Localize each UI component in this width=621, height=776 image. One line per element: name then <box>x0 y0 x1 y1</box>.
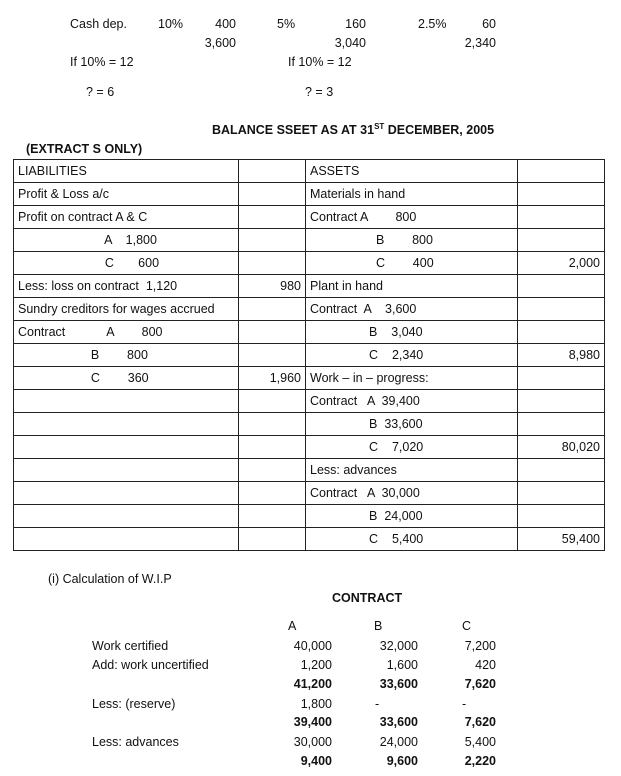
total-3: 2,340 <box>464 36 496 50</box>
wip-value-a: 1,200 <box>300 658 332 672</box>
wip-row-label: Work certified <box>92 639 169 653</box>
assets-amount <box>518 505 605 528</box>
liabilities-cell <box>14 459 239 482</box>
liabilities-amount <box>239 252 306 275</box>
wip-value-a: 41,200 <box>293 677 332 691</box>
wip-value-c: 7,200 <box>464 639 496 653</box>
wip-value-a: 1,800 <box>300 697 332 711</box>
assets-amount: 59,400 <box>518 528 605 551</box>
table-row <box>14 252 605 275</box>
liabilities-amount <box>239 229 306 252</box>
assets-cell: Contract A 39,400 <box>306 390 518 413</box>
liabilities-amount <box>239 183 306 206</box>
wip-row-label: Less: advances <box>92 735 179 749</box>
liabilities-cell: B 800 <box>14 344 239 367</box>
assets-cell: C 5,400 <box>306 528 518 551</box>
assets-amount <box>518 160 605 183</box>
wip-value-b: 33,600 <box>379 715 418 729</box>
assets-amount <box>518 275 605 298</box>
assets-cell: Contract A 3,600 <box>306 298 518 321</box>
table-row <box>14 229 605 252</box>
wip-value-b: - <box>375 697 380 711</box>
amount-3: 60 <box>482 17 496 31</box>
table-row <box>14 275 605 298</box>
rate-1: 10% <box>158 17 184 31</box>
assets-amount <box>518 298 605 321</box>
assets-cell: ASSETS <box>306 160 518 183</box>
assets-amount: 2,000 <box>518 252 605 275</box>
if-note-1: If 10% = 12 <box>70 55 134 69</box>
balance-sheet-table <box>13 159 605 551</box>
cash-dep-label: Cash dep. <box>70 17 127 31</box>
liabilities-cell <box>14 436 239 459</box>
liabilities-amount <box>239 436 306 459</box>
assets-cell: C 400 <box>306 252 518 275</box>
liabilities-amount <box>239 505 306 528</box>
liabilities-amount <box>239 298 306 321</box>
title-rest: DECEMBER, 2005 <box>384 123 495 138</box>
col-b-header: B <box>374 619 383 633</box>
total-2: 3,040 <box>334 36 366 50</box>
wip-value-b: 1,600 <box>386 658 418 672</box>
result-2: ? = 3 <box>305 85 334 99</box>
assets-amount <box>518 321 605 344</box>
liabilities-cell <box>14 482 239 505</box>
title-superscript: ST <box>374 122 385 131</box>
liabilities-cell: Less: loss on contract 1,120 <box>14 275 239 298</box>
wip-value-c: 7,620 <box>464 677 496 691</box>
assets-amount <box>518 229 605 252</box>
liabilities-amount <box>239 206 306 229</box>
assets-cell: B 24,000 <box>306 505 518 528</box>
liabilities-amount <box>239 344 306 367</box>
assets-amount <box>518 183 605 206</box>
table-row <box>14 436 605 459</box>
wip-value-c: 2,220 <box>464 754 496 768</box>
table-row <box>14 413 605 436</box>
assets-cell: Less: advances <box>306 459 518 482</box>
title-main: BALANCE SSEET AS AT 31 <box>212 123 375 138</box>
rate-3: 2.5% <box>418 17 447 31</box>
amount-1: 400 <box>215 17 236 31</box>
liabilities-cell <box>14 505 239 528</box>
assets-cell: B 3,040 <box>306 321 518 344</box>
wip-value-b: 24,000 <box>379 735 418 749</box>
assets-amount <box>518 206 605 229</box>
table-row <box>14 298 605 321</box>
assets-cell: C 2,340 <box>306 344 518 367</box>
liabilities-amount <box>239 482 306 505</box>
col-a-header: A <box>288 619 297 633</box>
amount-2: 160 <box>345 17 366 31</box>
wip-value-c: 7,620 <box>464 715 496 729</box>
liabilities-amount <box>239 390 306 413</box>
liabilities-cell <box>14 413 239 436</box>
liabilities-cell <box>14 390 239 413</box>
liabilities-cell: Profit on contract A & C <box>14 206 239 229</box>
wip-value-a: 40,000 <box>293 639 332 653</box>
wip-row-label: Add: work uncertified <box>92 658 209 672</box>
assets-amount <box>518 482 605 505</box>
assets-cell: Contract A 30,000 <box>306 482 518 505</box>
assets-amount: 8,980 <box>518 344 605 367</box>
liabilities-amount <box>239 321 306 344</box>
wip-value-b: 33,600 <box>379 677 418 691</box>
table-row <box>14 459 605 482</box>
assets-cell: Materials in hand <box>306 183 518 206</box>
table-row <box>14 183 605 206</box>
assets-amount <box>518 390 605 413</box>
wip-heading: (i) Calculation of W.I.P <box>48 572 172 586</box>
liabilities-amount <box>239 459 306 482</box>
liabilities-amount: 980 <box>239 275 306 298</box>
assets-cell: Contract A 800 <box>306 206 518 229</box>
wip-value-a: 30,000 <box>293 735 332 749</box>
wip-value-c: - <box>462 697 467 711</box>
assets-cell: C 7,020 <box>306 436 518 459</box>
liabilities-amount <box>239 528 306 551</box>
wip-value-c: 420 <box>475 658 496 672</box>
liabilities-amount: 1,960 <box>239 367 306 390</box>
rate-2: 5% <box>277 17 296 31</box>
assets-amount <box>518 367 605 390</box>
assets-amount <box>518 413 605 436</box>
wip-value-a: 9,400 <box>300 754 332 768</box>
liabilities-cell: C 600 <box>14 252 239 275</box>
table-row <box>14 482 605 505</box>
table-row <box>14 160 605 183</box>
wip-value-c: 5,400 <box>464 735 496 749</box>
assets-cell: Work – in – progress: <box>306 367 518 390</box>
assets-cell: B 800 <box>306 229 518 252</box>
table-row <box>14 321 605 344</box>
wip-value-a: 39,400 <box>293 715 332 729</box>
liabilities-cell <box>14 528 239 551</box>
wip-row-label: Less: (reserve) <box>92 697 176 711</box>
assets-cell: Plant in hand <box>306 275 518 298</box>
liabilities-amount <box>239 160 306 183</box>
table-row <box>14 390 605 413</box>
wip-value-b: 9,600 <box>386 754 418 768</box>
liabilities-cell: LIABILITIES <box>14 160 239 183</box>
liabilities-amount <box>239 413 306 436</box>
table-row <box>14 367 605 390</box>
table-row <box>14 528 605 551</box>
result-1: ? = 6 <box>86 85 115 99</box>
liabilities-cell: Contract A 800 <box>14 321 239 344</box>
contract-heading: CONTRACT <box>332 591 403 605</box>
col-c-header: C <box>462 619 472 633</box>
balance-sheet-title <box>212 122 494 137</box>
assets-amount: 80,020 <box>518 436 605 459</box>
extract-label: (EXTRACT S ONLY) <box>26 142 143 156</box>
liabilities-cell: A 1,800 <box>14 229 239 252</box>
liabilities-cell: Profit & Loss a/c <box>14 183 239 206</box>
if-note-2: If 10% = 12 <box>288 55 352 69</box>
table-row <box>14 344 605 367</box>
wip-value-b: 32,000 <box>379 639 418 653</box>
total-1: 3,600 <box>204 36 236 50</box>
liabilities-cell: C 360 <box>14 367 239 390</box>
table-row <box>14 206 605 229</box>
table-row <box>14 505 605 528</box>
assets-amount <box>518 459 605 482</box>
liabilities-cell: Sundry creditors for wages accrued <box>14 298 239 321</box>
assets-cell: B 33,600 <box>306 413 518 436</box>
